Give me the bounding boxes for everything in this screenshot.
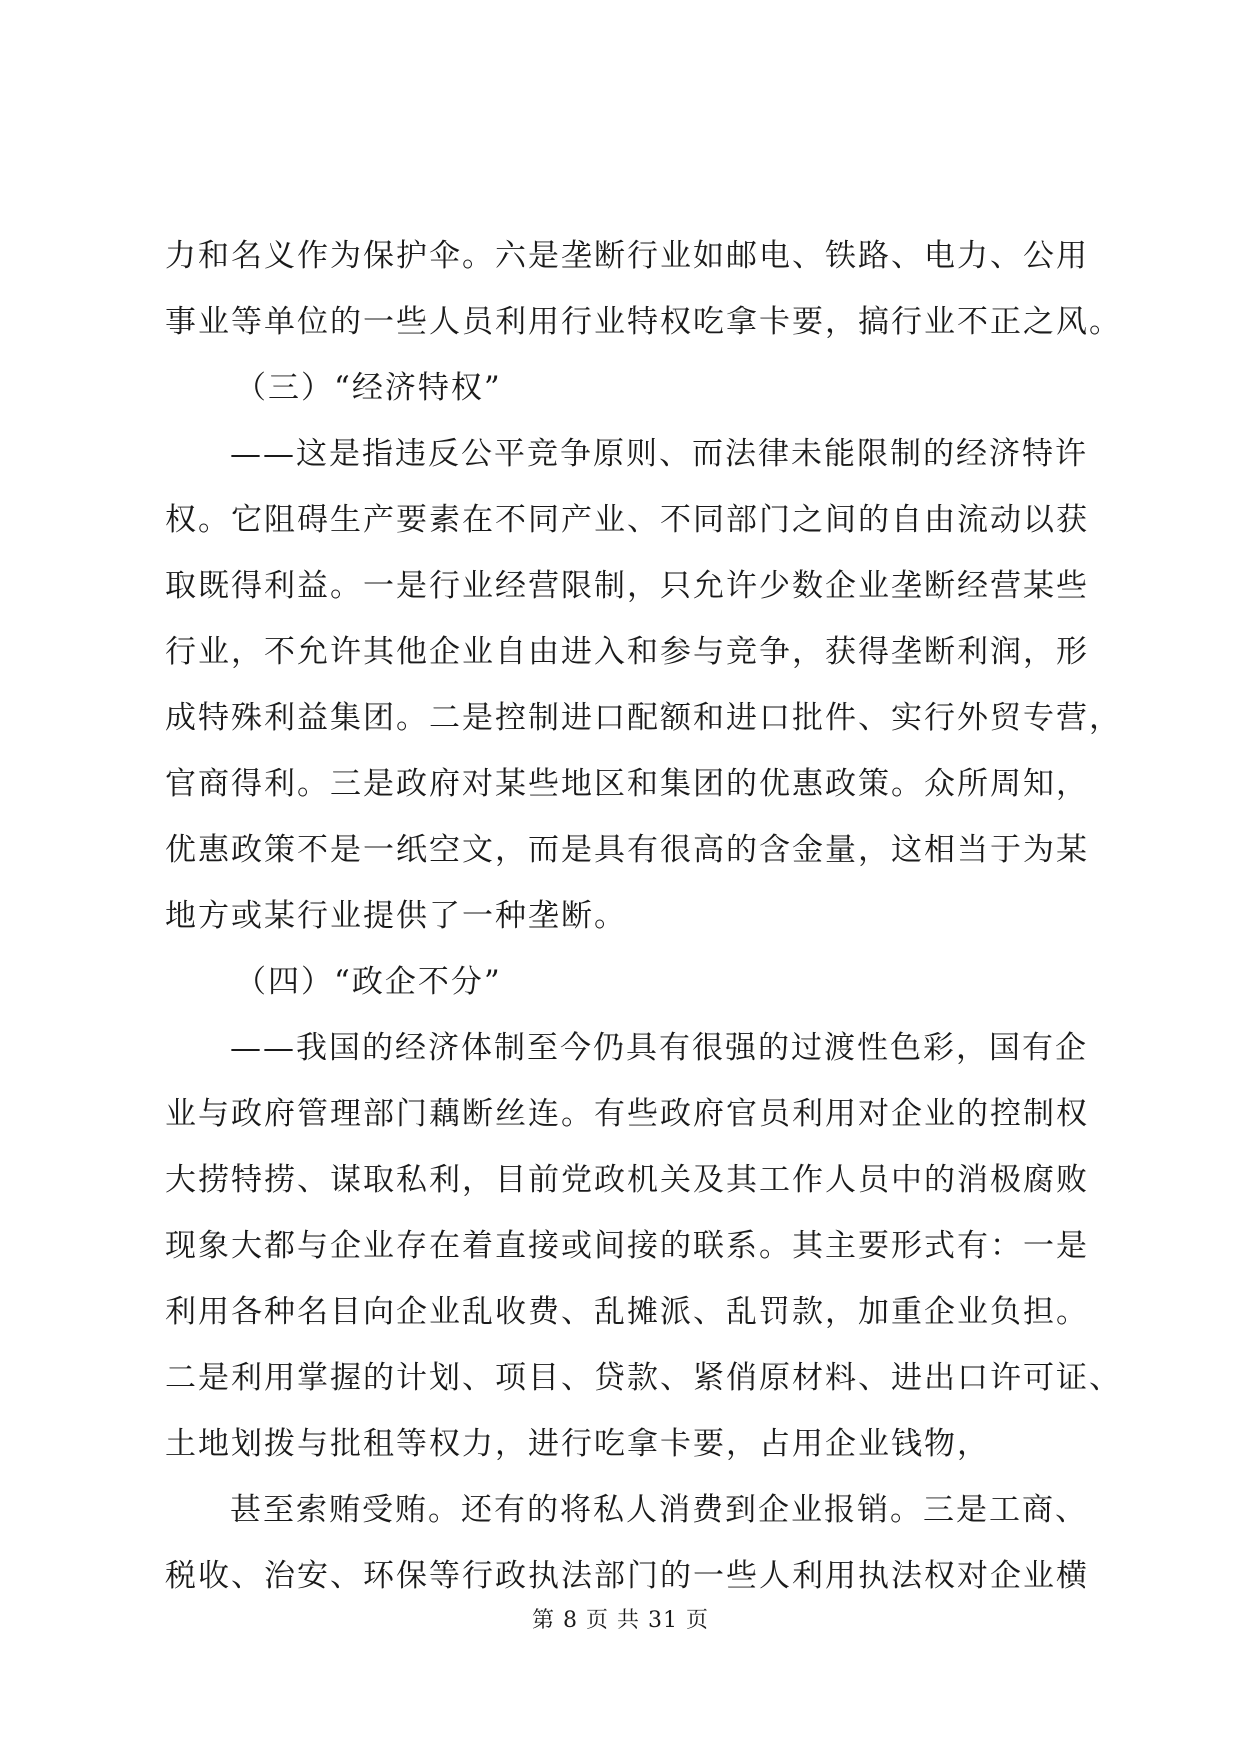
text-line: ——这是指违反公平竞争原则、而法律未能限制的经济特许 — [230, 436, 1088, 472]
text-line: 甚至索贿受贿。还有的将私人消费到企业报销。三是工商、 — [230, 1492, 1088, 1528]
text-line: 官商得利。三是政府对某些地区和集团的优惠政策。众所周知， — [165, 766, 1089, 802]
text-line: 权。它阻碍生产要素在不同产业、不同部门之间的自由流动以获 — [165, 502, 1089, 538]
text-line: 利用各种名目向企业乱收费、乱摊派、乱罚款，加重企业负担。 — [165, 1294, 1089, 1330]
text-line: 地方或某行业提供了一种垄断。 — [165, 898, 627, 934]
text-line: 行业，不允许其他企业自由进入和参与竞争，获得垄断利润，形 — [165, 634, 1089, 670]
page-footer: 第 8 页 共 31 页 — [532, 1608, 709, 1633]
text-line: 力和名义作为保护伞。六是垄断行业如邮电、铁路、电力、公用 — [165, 238, 1089, 274]
text-line: 现象大都与企业存在着直接或间接的联系。其主要形式有：一是 — [165, 1228, 1089, 1264]
text-line: 大捞特捞、谋取私利，目前党政机关及其工作人员中的消极腐败 — [165, 1162, 1089, 1198]
section-heading: （三）“经济特权” — [235, 370, 502, 406]
text-line: ——我国的经济体制至今仍具有很强的过渡性色彩，国有企 — [230, 1030, 1088, 1066]
text-line: 事业等单位的一些人员利用行业特权吃拿卡要，搞行业不正之风。 — [165, 304, 1122, 340]
text-line: 取既得利益。一是行业经营限制，只允许少数企业垄断经营某些 — [165, 568, 1089, 604]
text-line: 业与政府管理部门藕断丝连。有些政府官员利用对企业的控制权 — [165, 1096, 1089, 1132]
section-heading: （四）“政企不分” — [235, 964, 502, 1000]
text-line: 税收、治安、环保等行政执法部门的一些人利用执法权对企业横 — [165, 1558, 1089, 1594]
text-line: 二是利用掌握的计划、项目、贷款、紧俏原材料、进出口许可证、 — [165, 1360, 1122, 1396]
text-line: 成特殊利益集团。二是控制进口配额和进口批件、实行外贸专营， — [165, 700, 1122, 736]
text-line: 土地划拨与批租等权力，进行吃拿卡要，占用企业钱物， — [165, 1426, 990, 1462]
text-line: 优惠政策不是一纸空文，而是具有很高的含金量，这相当于为某 — [165, 832, 1089, 868]
